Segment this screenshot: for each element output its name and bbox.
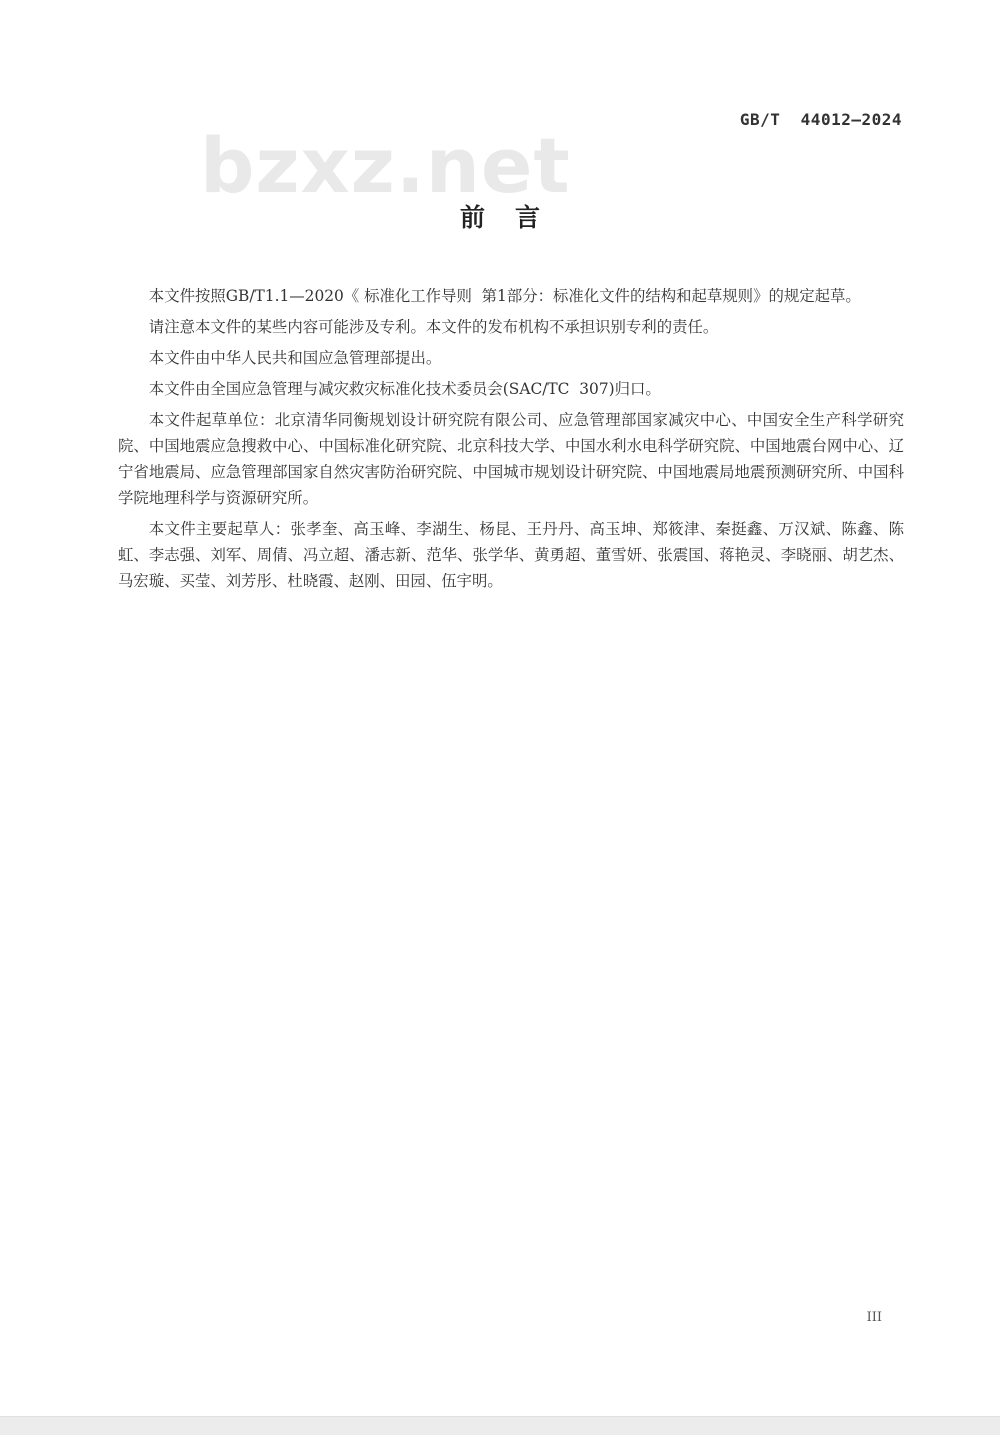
body-text — [118, 283, 904, 599]
paragraph-drafters: 本文件主要起草人：张孝奎、高玉峰、李湖生、杨昆、王丹丹、高玉坤、郑筱津、秦挺鑫、万汉斌、陈鑫、陈虹、李志强、刘军、周倩、冯立超、潘志新、范华、张学华、黄勇超、董雪妍、张震国、蒋艳灵、李晓丽、胡艺杰、马宏璇、买莹、刘芳彤、杜晓霞、赵刚、田园、伍宇明。 — [118, 520, 904, 590]
paragraph-drafting-units: 本文件起草单位：北京清华同衡规划设计研究院有限公司、应急管理部国家减灾中心、中国安全生产科学研究院、中国地震应急搜救中心、中国标准化研究院、北京科技大学、中国水利水电科学研究院、中国地震台网中心、辽宁省地震局、应急管理部国家自然灾害防治研究院、中国城市规划设计研究院、中国地震局地震预测研究所、中国科学院地理科学与资源研究所。 — [118, 411, 904, 507]
page-number: III — [866, 1310, 882, 1325]
viewer-bottom-strip — [0, 1416, 1000, 1435]
page-title: 前言 — [459, 203, 570, 232]
paragraph-proposer: 本文件由中华人民共和国应急管理部提出。 — [148, 349, 442, 367]
paragraph-patent-notice: 请注意本文件的某些内容可能涉及专利。本文件的发布机构不承担识别专利的责任。 — [148, 318, 719, 336]
watermark: bzxz.net — [200, 121, 571, 210]
paragraph-drafting-rules: 本文件按照GB/T1.1—2020《 标准化工作导则 第1部分：标准化文件的结构和起草规则》的规定起草。 — [148, 287, 861, 305]
standard-code: GB/T 44012—2024 — [739, 110, 902, 129]
paragraph-committee: 本文件由全国应急管理与减灾救灾标准化技术委员会(SAC/TC 307)归口。 — [148, 380, 661, 398]
